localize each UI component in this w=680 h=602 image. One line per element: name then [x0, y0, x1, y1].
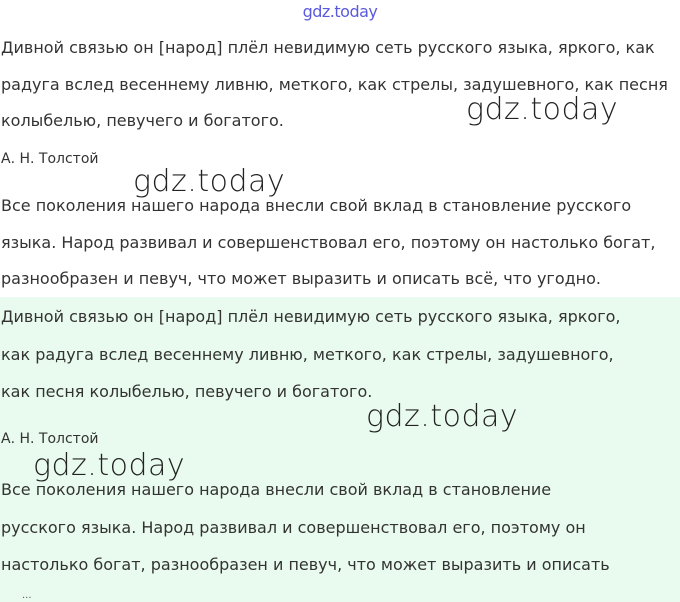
answer-text-line: Все поколения нашего народа внесли свой вклад в становление: [1, 480, 552, 499]
watermark: gdz.today: [133, 164, 286, 199]
text-line: языка. Народ развивал и совершенствовал его, поэтому он настолько богат,: [1, 232, 656, 252]
answer-quote-author: А. Н. Толстой: [1, 431, 99, 447]
text-line: Все поколения нашего народа внесли свой вклад в становление русского: [1, 196, 632, 215]
watermark: gdz.today: [33, 448, 186, 483]
answer-text-line: русского языка. Народ развивал и совершенствовал его, поэтому он: [1, 517, 586, 537]
answer-quote-line: Дивной связью он [народ] плёл невидимую сеть русского языка, яркого,: [1, 307, 621, 326]
cut-off-text: ...: [22, 590, 32, 601]
site-header-logo[interactable]: gdz.today: [302, 2, 378, 21]
watermark: gdz.today: [366, 399, 519, 434]
watermark: gdz.today: [466, 92, 619, 127]
quote-line: радуга вслед весеннему ливню, меткого, как стрелы, задушевного, как песня: [1, 74, 668, 94]
quote-line: Дивной связью он [народ] плёл невидимую сеть русского языка, яркого, как: [1, 38, 655, 57]
text-line: разнообразен и певуч, что может выразить и описать всё, что угодно.: [1, 269, 602, 288]
answer-quote-line: как радуга вслед весеннему ливню, меткого, как стрелы, задушевного,: [1, 344, 614, 364]
original-text-paragraph: [0, 188, 680, 298]
answer-text-line: настолько богат, разнообразен и певуч, что может выразить и описать: [1, 555, 610, 574]
quote-author: А. Н. Толстой: [1, 151, 99, 167]
answer-quote-line: как песня колыбелью, певучего и богатого.: [1, 382, 373, 401]
quote-line: колыбелью, певучего и богатого.: [1, 111, 284, 130]
